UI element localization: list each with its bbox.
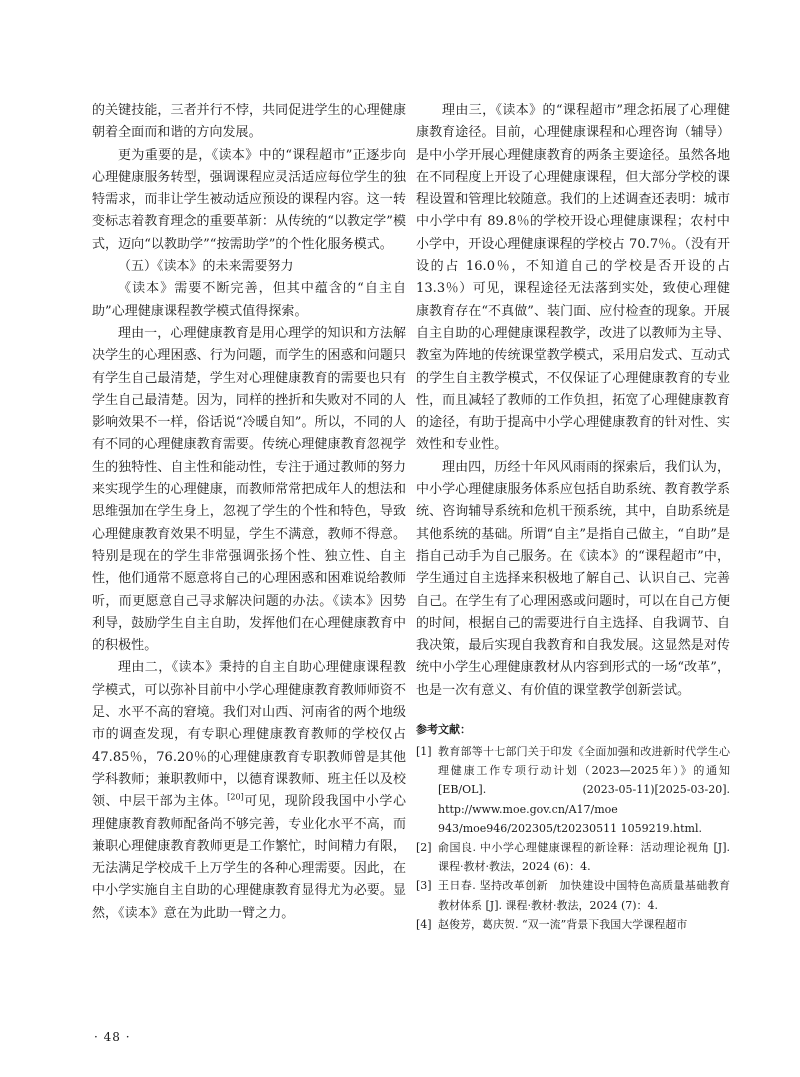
reference-text: 俞国良. 中小学心理健康课程的新诠释：活动理论视角 [J]. 课程·教材·教法，2024 (6)：4. (438, 841, 730, 874)
reference-text: 王日春. 坚持改革创新 加快建设中国特色高质量基础教育教材体系 [J]. 课程·教材·教法，2024 (7)：4. (438, 879, 730, 912)
reference-number: [2] (416, 841, 432, 855)
paragraph-reason-one: 理由一，心理健康教育是用心理学的知识和方法解决学生的心理困惑、行为问题，而学生的困惑和问题只有学生自己最清楚，学生对心理健康教育的需要也只有学生自己最清楚。因为，同样的挫折和失败对不同的人影响效果不一样，俗话说“冷暖自知”。所以，不同的人有不同的心理健康教育需要。传统心理健康教育忽视学生的独特性、自主性和能动性，专注于通过教师的努力来实现学生的心理健康，而教师常常把成年人的想法和思维强加在学生身上，忽视了学生的个性和特色，导致心理健康教育效果不明显，学生不满意，教师不得意。特别是现在的学生非常强调张扬个性、独立性、自主性，他们通常不愿意将自己的心理困惑和困难说给教师听，而更愿意自己寻求解决问题的办法。《读本》因势利导，鼓励学生自主自助，发挥他们在心理健康教育中的积极性。 (92, 325, 406, 654)
paragraph-reason-three: 理由三，《读本》的“课程超市”理念拓展了心理健康教育途径。目前，心理健康课程和心理咨询（辅导）是中小学开展心理健康教育的两条主要途径。虽然各地在不同程度上开设了心理健康课程，但大部分学校的课程设置和管理比较随意。我们的上述调查还表明：城市中小学中有 89.8％的学校开设心理健康课程；农村中小学中，开设心理健康课程的学校占 70.7％。（没有开设的占 16.0％，不知道自己的学校是否开设的占 13.3％）可见，课程途径无法落到实处，致使心理健康教育存在“不真做”、装门面、应付检查的现象。开展自主自助的心理健康课程教学，改进了以教师为主导、教室为阵地的传统课堂教学模式，采用启发式、互动式的学生自主教学模式，不仅保证了心理健康教育的专业性，而且减轻了教师的工作负担，拓宽了心理健康教育的途径，有助于提高中小学心理健康教育的针对性、实效性和专业性。 (416, 103, 730, 453)
page-number: · 48 · (94, 1030, 131, 1044)
reference-number: [1] (416, 745, 432, 759)
reference-list (416, 742, 730, 934)
left-column (92, 100, 406, 925)
reason-two-text-a: 理由二，《读本》秉持的自主自助心理健康课程教学模式，可以弥补目前中小学心理健康教育教师师资不足、水平不高的窘境。我们对山西、河南省的两个地级市的调查发现，有专职心理健康教育教师的学校仅占 47.85％，76.20％的心理健康教育专职教师曾是其他学科教师；兼职教师中，以德育课教师、班主任以及校领、中层干部为主体。 (92, 660, 406, 810)
reference-item (416, 838, 730, 876)
reference-item (416, 915, 730, 934)
reference-item (416, 876, 730, 914)
references-title: 参考文献： (416, 723, 471, 737)
reference-number: [3] (416, 879, 432, 893)
reference-text: 教育部等十七部门关于印发《全面加强和改进新时代学生心理健康工作专项行动计划（2023—2025年）》的通知 [EB/OL]. (2023-05-11)[2025-03-20]. http://www.moe.gov.cn/A17/moe 943/moe946/202305/t20230511 1059219.html. (438, 745, 730, 835)
paragraph-intro: 《读本》需要不断完善，但其中蕴含的“自主自助”心理健康课程教学模式值得探索。 (92, 281, 406, 319)
reference-number: [4] (416, 917, 432, 931)
reference-item (416, 742, 730, 838)
right-column (416, 100, 730, 934)
paragraph-course-supermarket: 更为重要的是，《读本》中的“课程超市”正逐步向心理健康服务转型，强调课程应灵活适应每位学生的独特需求，而非让学生被动适应预设的课程内容。这一转变标志着教育理念的重要革新：从传统的“以教定学”模式，迈向“以教助学”“按需助学”的个性化服务模式。 (92, 147, 406, 252)
reference-text: 赵俊芳，葛庆贺. “双一流”背景下我国大学课程超市 (438, 917, 688, 931)
paragraph-continued: 的关键技能，三者并行不悖，共同促进学生的心理健康朝着全面而和谐的方向发展。 (92, 103, 406, 141)
citation-marker[interactable]: [20] (227, 792, 244, 802)
section-heading: （五）《读本》的未来需要努力 (118, 259, 294, 275)
paragraph-reason-two (92, 657, 406, 925)
reason-two-text-b: 可见，现阶段我国中小学心理健康教育教师配备尚不够完善，专业化水平不高，而兼职心理健康教育教师更是工作繁忙，时间精力有限，无法满足学校成千上万学生的各种心理需要。因此，在中小学实施自主自助的心理健康教育显得尤为必要。显然，《读本》意在为此助一臂之力。 (92, 794, 406, 921)
paragraph-reason-four: 理由四，历经十年风风雨雨的探索后，我们认为，中小学心理健康服务体系应包括自助系统、教育教学系统、咨询辅导系统和危机干预系统，其中，自助系统是其他系统的基础。所谓“自主”是指自己做主，“自助”是指自己动手为自己服务。在《读本》的“课程超市”中，学生通过自主选择来积极地了解自己、认识自己、完善自己。在学生有了心理困惑或问题时，可以在自己方便的时间，根据自己的需要进行自主选择、自我调节、自我决策，最后实现自我教育和自我发展。这显然是对传统中小学生心理健康教材从内容到形式的一场“改革”，也是一次有意义、有价值的课堂教学创新尝试。 (416, 459, 730, 698)
